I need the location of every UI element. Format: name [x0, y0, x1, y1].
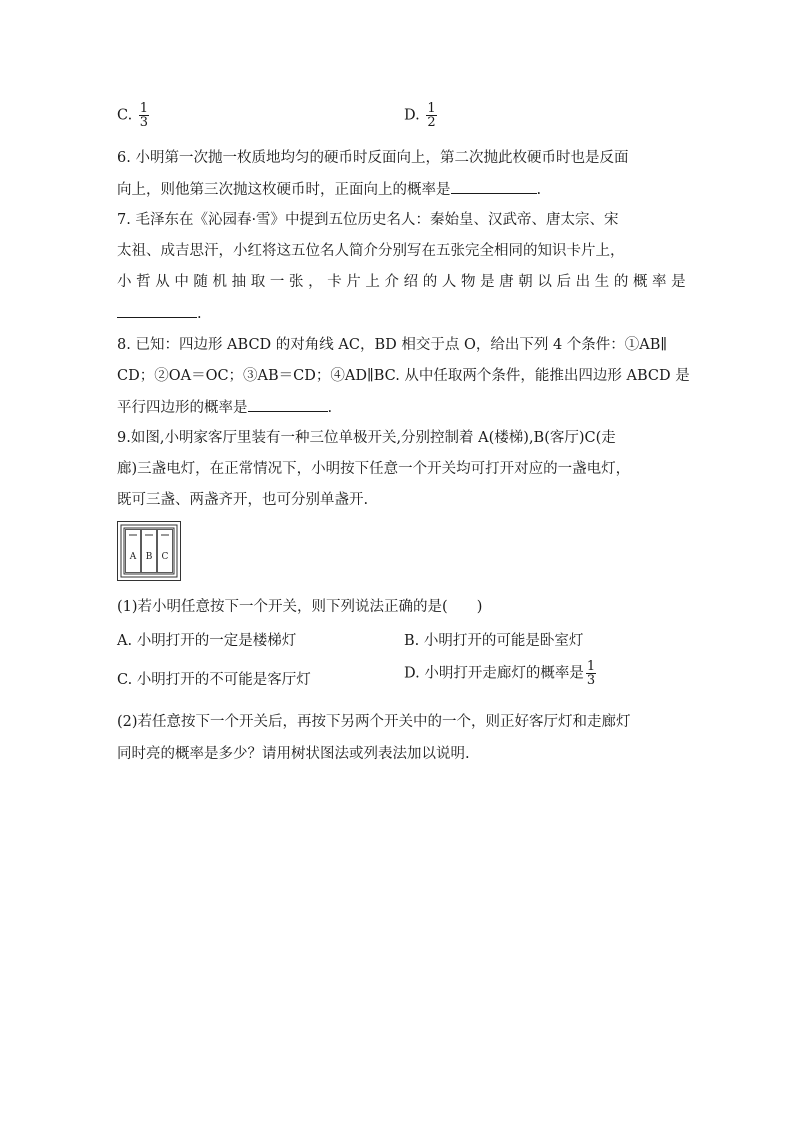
q9-sub2-line-2: 同时亮的概率是多少？请用树状图法或列表法加以说明.: [117, 746, 470, 762]
switch-label-a: A: [129, 552, 137, 562]
switch-b: [142, 530, 157, 573]
switch-label-b: B: [145, 552, 153, 562]
q7-line-2: 太祖、成吉思汗，小红将这五位名人简介分别写在五张完全相同的知识卡片上，: [117, 243, 625, 259]
q5-option-d: D. $\frac{1}{2}$: [404, 101, 436, 130]
answer-blank[interactable]: [451, 179, 537, 194]
three-switch-figure: [117, 521, 181, 581]
q9-option-d: D. 小明打开走廊灯的概率是 $\frac{1}{3}$: [404, 659, 596, 688]
fraction-one-third: $\frac{1}{3}$: [139, 101, 149, 130]
q6-line-1: 6. 小明第一次抛一枚质地均匀的硬币时反面向上，第二次抛此枚硬币时也是反面: [117, 150, 629, 166]
q6-line-2: 向上，则他第三次抛这枚硬币时，正面向上的概率是 .: [117, 179, 541, 200]
switch-a: [126, 530, 141, 573]
q9-line-1: 9.如图,小明家客厅里装有一种三位单极开关,分别控制着 A(楼梯),B(客厅)C(走: [117, 430, 616, 446]
q7-line-1: 7. 毛泽东在《沁园春·雪》中提到五位历史名人：秦始皇、汉武帝、唐太宗、宋: [117, 212, 619, 228]
q9-option-c: C. 小明打开的不可能是客厅灯: [117, 672, 311, 688]
q9-line-3: 既可三盏、两盏齐开，也可分别单盏开.: [117, 492, 369, 508]
switch-label-c: C: [161, 552, 169, 562]
q7-line-3: 小 哲 从 中 随 机 抽 取 一 张 ， 卡 片 上 介 绍 的 人 物 是 唐 朝 以 后 出 生 的 概 率 是: [117, 274, 686, 290]
q8-line-2: CD；②OA＝OC；③AB＝CD；④AD∥BC. 从中任取两个条件，能推出四边形 ABCD 是: [117, 368, 690, 384]
answer-blank[interactable]: [117, 303, 197, 318]
answer-blank[interactable]: [248, 397, 328, 412]
q7-line-4: .: [117, 303, 202, 324]
q9-sub1: (1)若小明任意按下一个开关，则下列说法正确的是( ): [117, 599, 483, 615]
q8-line-3: 平行四边形的概率是 .: [117, 397, 332, 418]
switch-c: [158, 530, 173, 573]
q9-option-b: B. 小明打开的可能是卧室灯: [404, 633, 584, 649]
q8-line-1: 8. 已知：四边形 ABCD 的对角线 AC，BD 相交于点 O，给出下列 4 个条件：①AB∥: [117, 337, 668, 353]
q9-option-a: A. 小明打开的一定是楼梯灯: [117, 633, 297, 649]
fraction-one-third: $\frac{1}{3}$: [586, 659, 596, 688]
fraction-one-half: $\frac{1}{2}$: [427, 101, 436, 130]
q9-sub2-line-1: (2)若任意按下一个开关后，再按下另两个开关中的一个，则正好客厅灯和走廊灯: [117, 714, 631, 730]
q9-line-2: 廊)三盏电灯，在正常情况下，小明按下任意一个开关均可打开对应的一盏电灯，: [117, 461, 631, 477]
q5-option-c: C. $\frac{1}{3}$: [117, 101, 149, 130]
